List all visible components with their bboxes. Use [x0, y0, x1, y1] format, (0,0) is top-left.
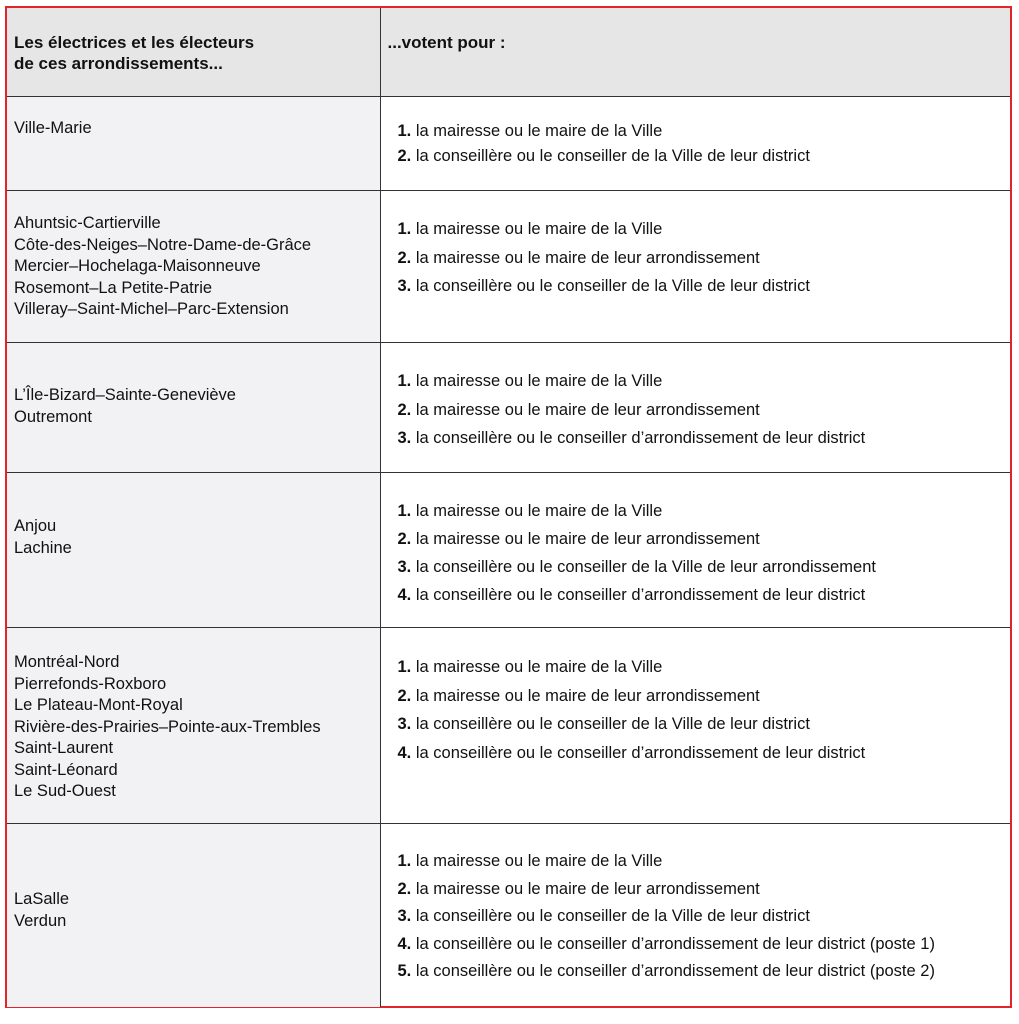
boroughs-cell [7, 191, 380, 343]
choice-item [398, 739, 1011, 768]
choice-number: 3. [397, 558, 412, 576]
choice-number: 4. [397, 743, 412, 762]
choice-text: la mairesse ou le maire de leur arrondissement [415, 400, 760, 419]
table-row [7, 343, 1010, 473]
choices-cell [380, 191, 1010, 343]
choice-text: la conseillère ou le conseiller de la Ville de leur district [415, 907, 810, 925]
choice-text: la mairesse ou le maire de leur arrondissement [415, 248, 760, 267]
borough-name: Verdun [14, 911, 67, 930]
choice-item [398, 848, 1011, 876]
choices-cell [380, 343, 1010, 473]
choice-text: la conseillère ou le conseiller d’arrondissement de leur district [415, 743, 866, 762]
choice-number: 1. [397, 220, 412, 238]
choice-text: la conseillère ou le conseiller d’arrondissement de leur district [415, 429, 866, 447]
choice-number: 1. [397, 372, 412, 390]
choice-text: la mairesse ou le maire de leur arrondissement [415, 530, 760, 548]
choice-text: la conseillère ou le conseiller de la Ville de leur arrondissement [415, 558, 876, 576]
borough-name: Lachine [14, 538, 72, 557]
choices-cell [380, 97, 1010, 191]
choice-item [398, 553, 1011, 581]
choice-number: 4. [397, 586, 412, 604]
choice-text: la mairesse ou le maire de leur arrondissement [415, 686, 760, 705]
choice-text: la conseillère ou le conseiller d’arrondissement de leur district (poste 1) [415, 934, 935, 953]
choice-text: la mairesse ou le maire de la Ville [415, 852, 663, 870]
borough-name: LaSalle [14, 890, 70, 908]
choice-number: 2. [397, 147, 412, 165]
choices-cell [380, 824, 1010, 1008]
choice-item [398, 244, 1011, 273]
borough-name: Villeray–Saint-Michel–Parc-Extension [14, 300, 289, 318]
choice-item [398, 581, 1011, 609]
choice-number: 2. [397, 248, 412, 267]
borough-name: L’Île-Bizard–Sainte-Geneviève [14, 386, 236, 404]
choice-item [398, 144, 1011, 169]
borough-name: Le Sud-Ouest [14, 782, 116, 800]
header-vote-for [380, 8, 1010, 97]
borough-name: Ville-Marie [14, 119, 92, 137]
borough-name: Saint-Léonard [14, 760, 118, 779]
table-row [7, 473, 1010, 628]
table-row [7, 824, 1010, 1008]
choice-number: 3. [397, 715, 412, 733]
choice-number: 1. [397, 502, 412, 520]
choice-number: 1. [397, 852, 412, 870]
borough-name: Saint-Laurent [14, 739, 114, 757]
choice-text: la mairesse ou le maire de la Ville [415, 658, 663, 676]
choice-number: 5. [397, 962, 412, 980]
boroughs-cell [7, 97, 380, 191]
choice-text: la mairesse ou le maire de la Ville [415, 372, 663, 390]
choices-cell [380, 473, 1010, 628]
choice-number: 2. [397, 530, 412, 548]
choice-item [398, 215, 1011, 244]
choice-text: la mairesse ou le maire de la Ville [415, 220, 663, 238]
choice-item [398, 424, 1011, 453]
choice-item [398, 710, 1011, 739]
choice-number: 2. [397, 400, 412, 419]
choice-text: la conseillère ou le conseiller de la Ville de leur district [415, 715, 810, 733]
borough-name: Mercier–Hochelaga-Maisonneuve [14, 257, 261, 275]
choice-text: la conseillère ou le conseiller d’arrondissement de leur district [415, 586, 866, 604]
voting-table [7, 8, 1010, 1007]
table-header-row [7, 8, 1010, 97]
header-boroughs [7, 8, 380, 97]
choice-item [398, 682, 1011, 711]
choice-number: 1. [397, 658, 412, 676]
choice-text: la mairesse ou le maire de la Ville [415, 502, 663, 520]
choice-text: la mairesse ou le maire de la Ville [415, 122, 663, 140]
choice-item [398, 396, 1011, 425]
boroughs-cell [7, 628, 380, 824]
choice-item [398, 119, 1011, 144]
header-boroughs-line-1: Les électrices et les électeurs [14, 33, 255, 52]
borough-name: Montréal-Nord [14, 653, 120, 671]
boroughs-cell [7, 824, 380, 1008]
choice-item [398, 903, 1011, 931]
choices-cell [380, 628, 1010, 824]
borough-name: Outremont [14, 407, 92, 426]
table-row [7, 191, 1010, 343]
choice-number: 3. [397, 277, 412, 295]
choice-number: 2. [397, 879, 412, 898]
borough-name: Ahuntsic-Cartierville [14, 214, 161, 232]
borough-name: Le Plateau-Mont-Royal [14, 696, 183, 714]
boroughs-cell [7, 473, 380, 628]
choice-text: la mairesse ou le maire de leur arrondissement [415, 879, 760, 898]
table-row [7, 628, 1010, 824]
borough-name: Rosemont–La Petite-Patrie [14, 278, 213, 297]
choice-text: la conseillère ou le conseiller de la Ville de leur district [415, 147, 810, 165]
borough-name: Côte-des-Neiges–Notre-Dame-de-Grâce [14, 235, 312, 254]
choice-item [398, 497, 1011, 525]
boroughs-cell [7, 343, 380, 473]
header-vote-for-label: ...votent pour : [387, 33, 506, 52]
header-boroughs-line-2: de ces arrondissements... [14, 54, 223, 73]
choice-text: la conseillère ou le conseiller d’arrondissement de leur district (poste 2) [415, 962, 935, 980]
borough-name: Anjou [14, 517, 57, 535]
choice-text: la conseillère ou le conseiller de la Ville de leur district [415, 277, 810, 295]
choice-item [398, 272, 1011, 301]
table-row [7, 97, 1010, 191]
choice-number: 1. [397, 122, 412, 140]
choice-item [398, 958, 1011, 986]
choice-number: 3. [397, 429, 412, 447]
choice-number: 3. [397, 907, 412, 925]
choice-item [398, 931, 1011, 959]
choice-item [398, 653, 1011, 682]
choice-item [398, 367, 1011, 396]
choice-number: 2. [397, 686, 412, 705]
choice-number: 4. [397, 934, 412, 953]
borough-name: Rivière-des-Prairies–Pointe-aux-Trembles [14, 717, 321, 736]
choice-item [398, 525, 1011, 553]
table-frame [5, 6, 1012, 1008]
borough-name: Pierrefonds-Roxboro [14, 674, 167, 693]
choice-item [398, 876, 1011, 904]
